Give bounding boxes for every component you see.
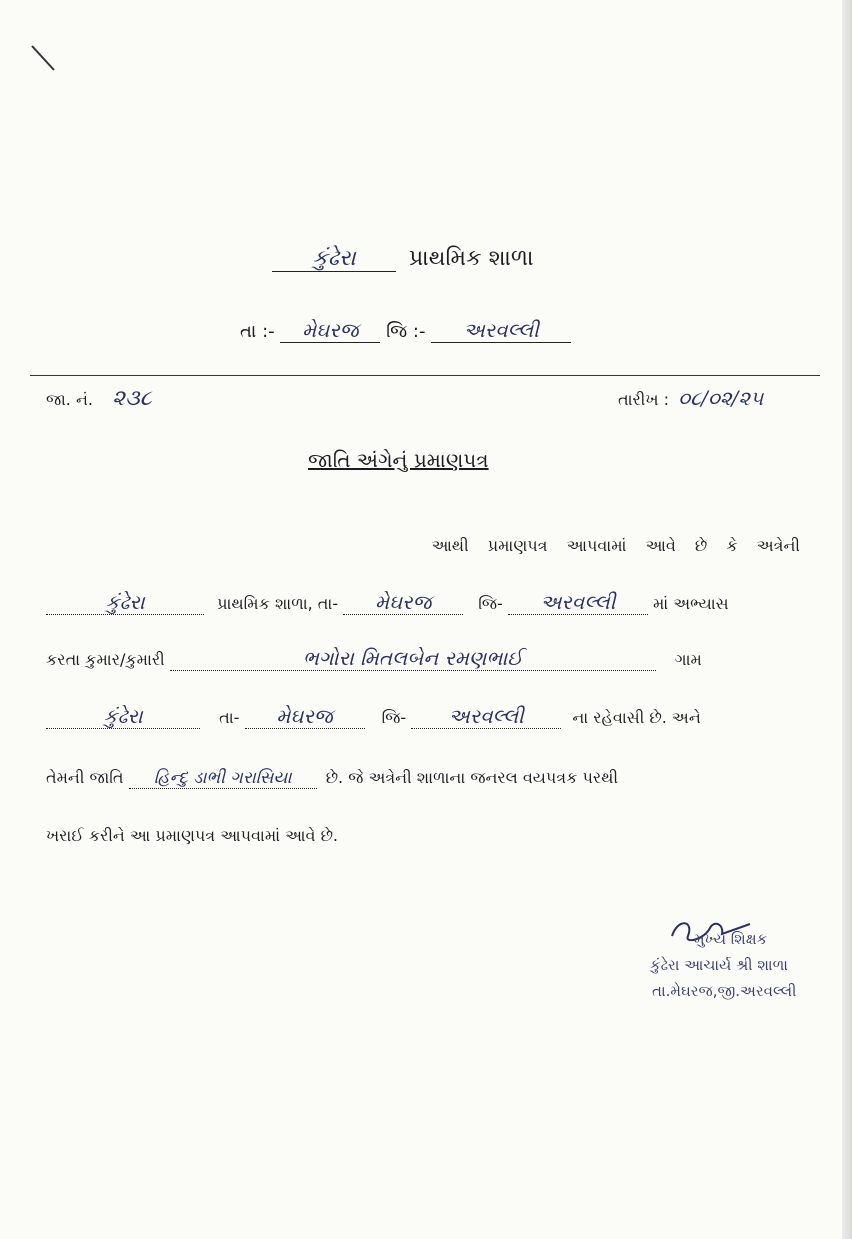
village-label: ગામ — [674, 650, 702, 669]
taluka-fill: મેઘરજ — [280, 318, 380, 343]
school-name-fill: કુંઢેરા — [272, 246, 396, 272]
school-location — [240, 318, 571, 343]
ref-number — [46, 386, 152, 411]
caste-suffix: છે. જે અત્રેની શાળાના જનરલ વયપત્રક પરથી — [325, 768, 619, 787]
caste-fill: હિન્દુ ડાભી ગરાસિયા — [129, 768, 317, 789]
study-text: માં અભ્યાસ — [653, 594, 729, 613]
body-taluka-fill-2: મેઘરજ — [245, 704, 365, 729]
student-name-fill: ભગોરા મિતલબેન રમણભાઈ — [170, 646, 656, 671]
ref-number-value: ૨૩૮ — [112, 386, 152, 411]
body-line-3 — [46, 646, 702, 671]
school-heading — [272, 246, 533, 272]
body-district-label-2: જિ- — [381, 708, 407, 727]
village-fill: કુંઢેરા — [46, 704, 200, 729]
header-divider — [30, 375, 820, 376]
school-text: પ્રાથમિક શાળા, તા- — [217, 594, 339, 613]
body-line-4 — [46, 704, 701, 729]
body-taluka-label: તા- — [219, 708, 240, 727]
body-district-fill: અરવલ્લી — [508, 590, 648, 615]
district-label: જિ :- — [386, 321, 426, 342]
body-line-5 — [46, 768, 618, 789]
stamp-line-3: તા.મેઘરજ,જી.અરવલ્લી — [652, 982, 797, 1000]
body-line-2 — [46, 590, 729, 615]
page-edge-shadow — [842, 0, 852, 1239]
certificate-title: જાતિ અંગેનું પ્રમાણપત્ર — [308, 448, 489, 472]
date-label: તારીખ : — [618, 390, 670, 409]
school-fill: કુંઢેરા — [46, 590, 204, 615]
body-district-label: જિ- — [478, 594, 503, 613]
school-suffix: પ્રાથમિક શાળા — [409, 246, 534, 271]
date-value: ૦૮/૦૨/૨૫ — [678, 386, 764, 410]
student-label: કરતા કુમાર/કુમારી — [46, 650, 165, 669]
taluka-label: તા :- — [240, 321, 275, 342]
stamp-line-2: કુંઢેરા આચાર્ય શ્રી શાળા — [650, 956, 788, 974]
body-line-1: આથી પ્રમાણપત્ર આપવામાં આવે છે કે અત્રેની — [431, 536, 800, 555]
body-taluka-fill: મેઘરજ — [343, 590, 463, 615]
ref-date — [618, 386, 763, 410]
caste-label: તેમની જાતિ — [46, 768, 124, 787]
body-line-6: ખરાઈ કરીને આ પ્રમાણપત્ર આપવામાં આવે છે. — [46, 826, 339, 845]
body-district-fill-2: અરવલ્લી — [411, 704, 561, 729]
resident-text: ના રહેવાસી છે. અને — [572, 708, 701, 727]
ref-label: જા. નં. — [46, 390, 93, 409]
stamp-line-1: મુખ્ય શિક્ષક — [694, 930, 768, 948]
district-fill: અરવલ્લી — [431, 318, 571, 343]
pen-mark — [28, 42, 58, 74]
